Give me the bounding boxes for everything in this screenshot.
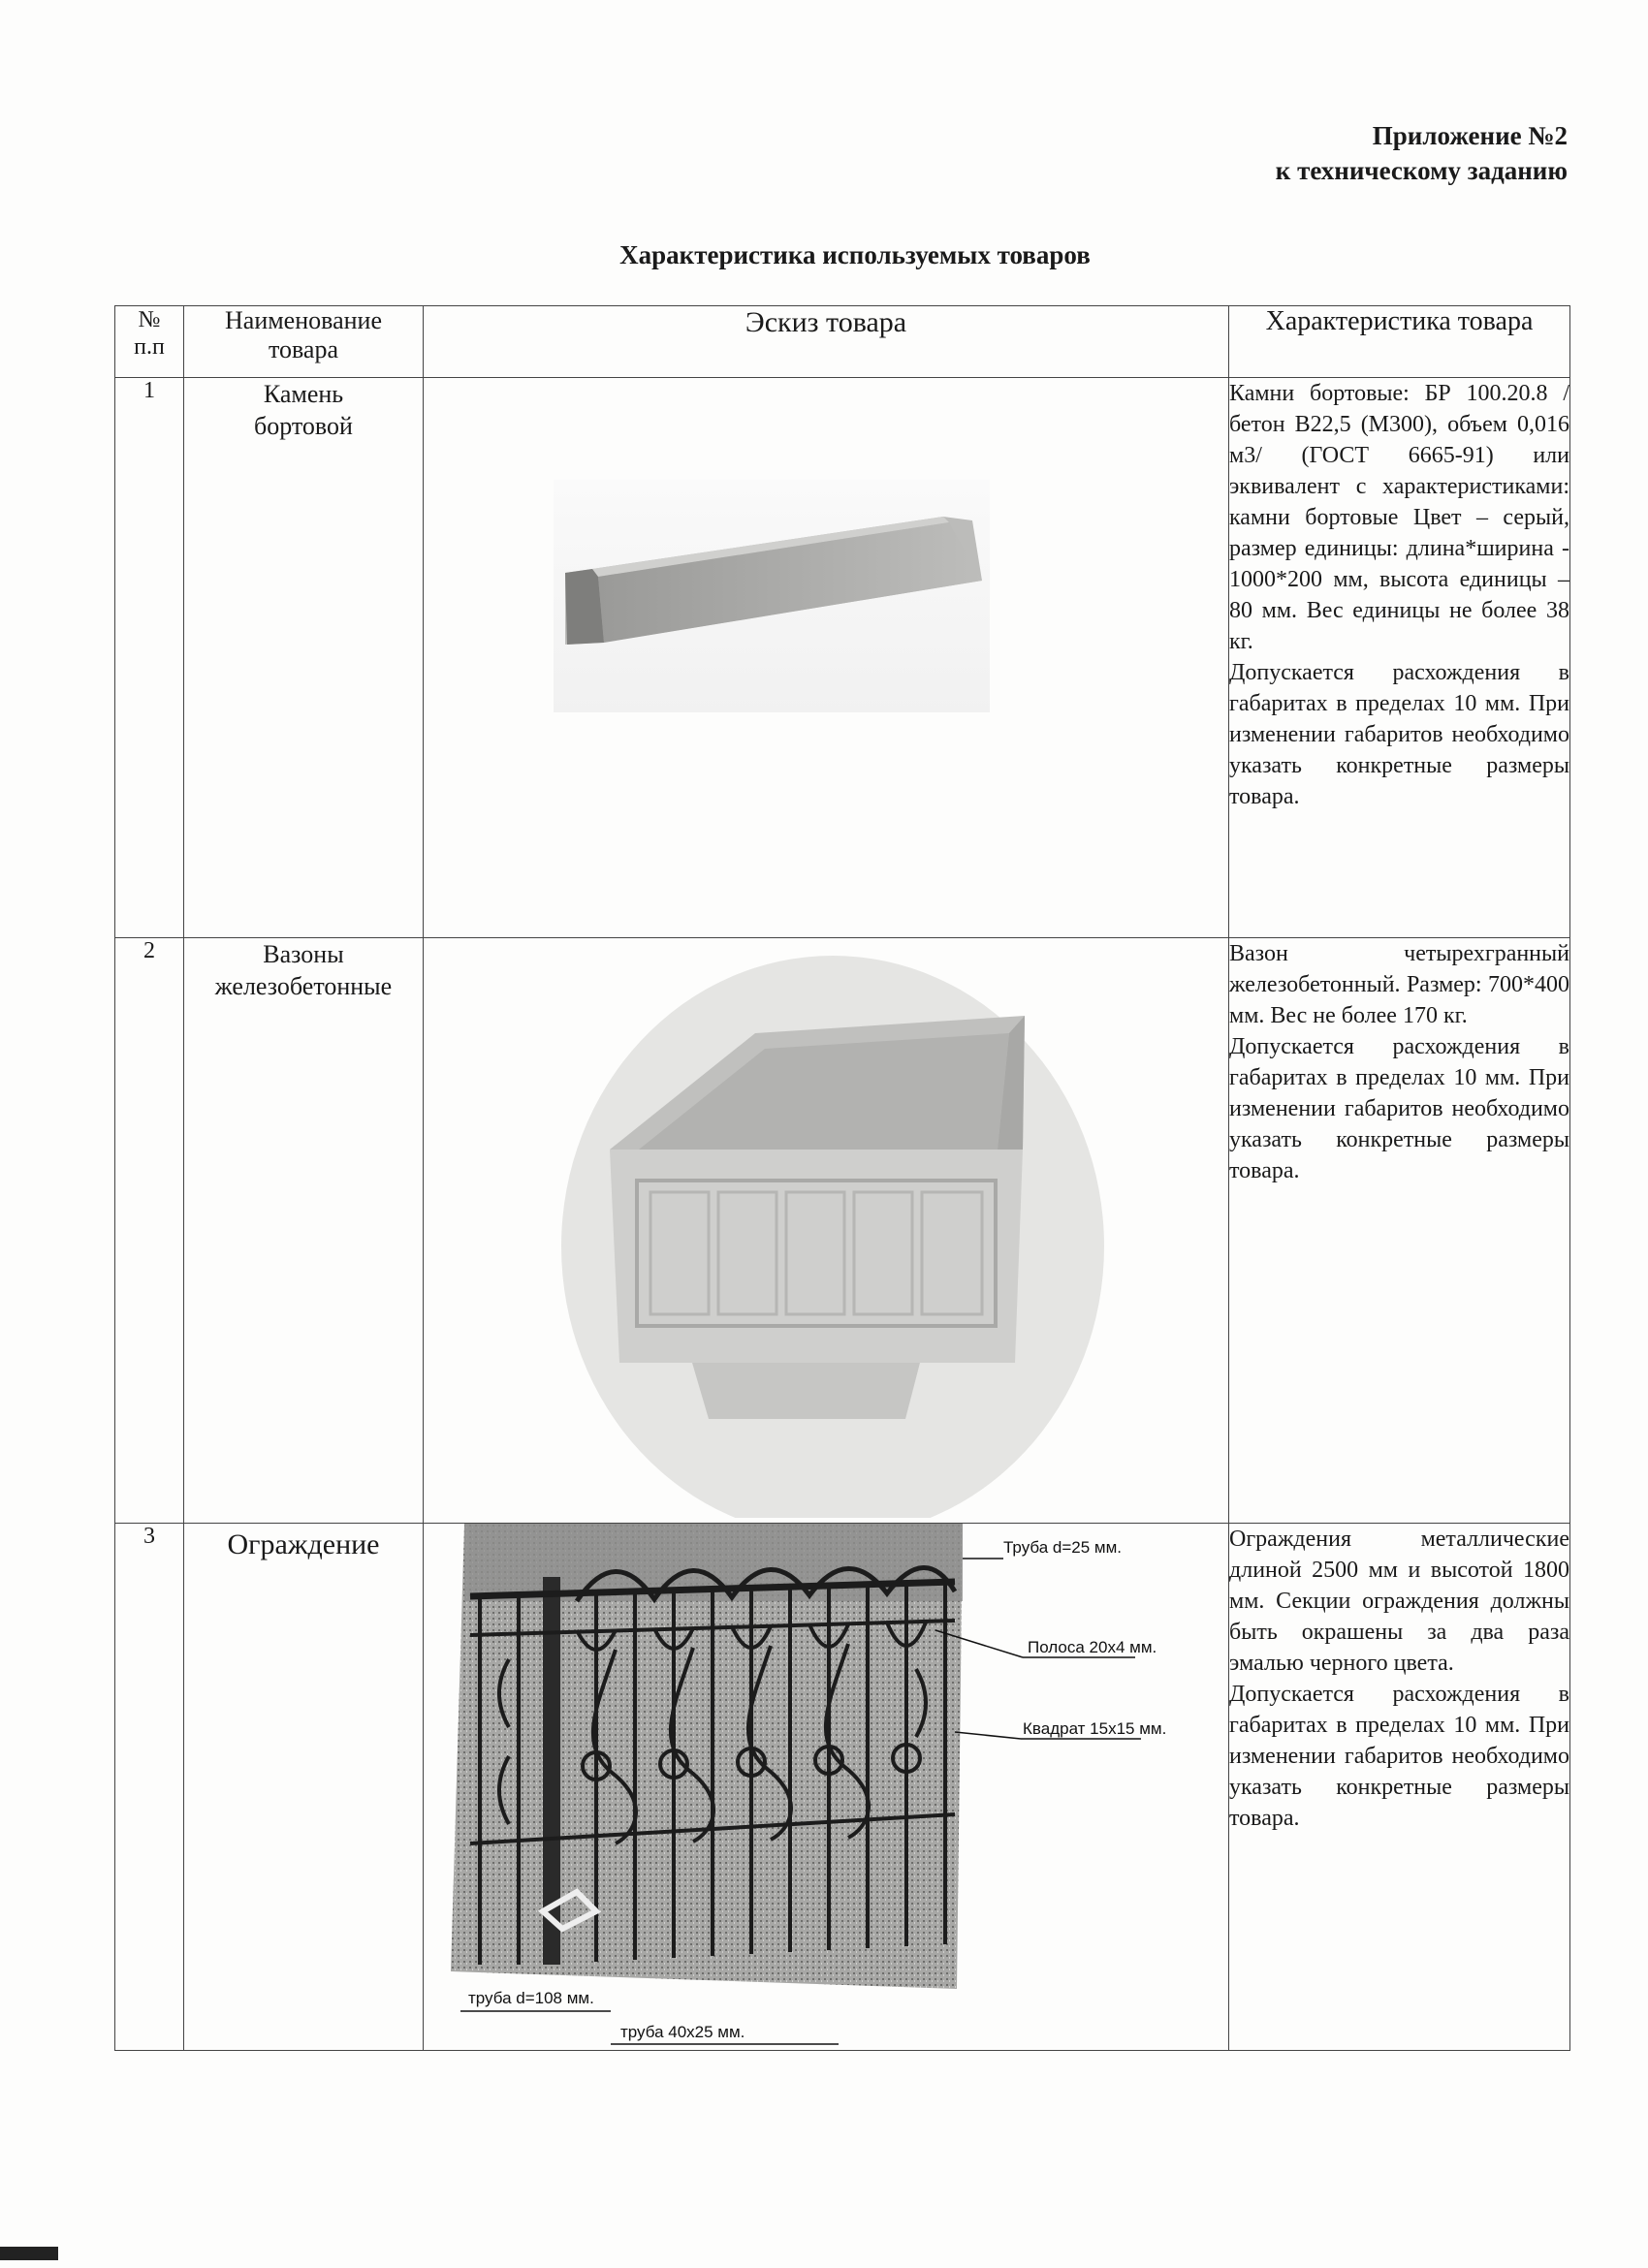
appendix-subtitle: к техническому заданию <box>1275 156 1568 185</box>
document-title: Характеристика используемых товаров <box>619 240 1091 269</box>
spec-description: Ограждения металлические длиной 2500 мм и высотой 1800 мм. Секции ограждения должны быть окрашены за два раза эмалью черного цвета. <box>1229 1527 1569 1676</box>
spec-description: Вазон четырехгранный железобетонный. Размер: 700*400 мм. Вес не более 170 кг. <box>1229 941 1569 1028</box>
table-row <box>115 1524 1570 2051</box>
product-name <box>184 938 424 1524</box>
curb-stone-image <box>554 480 990 712</box>
header-name-line1: Наименование <box>225 306 382 334</box>
product-spec <box>1229 378 1570 938</box>
product-sketch-cell <box>424 378 1229 938</box>
header-name-line2: товара <box>268 335 339 363</box>
product-spec <box>1229 938 1570 1524</box>
callout-strip: Полоса 20х4 мм. <box>1028 1638 1157 1656</box>
row-number: 3 <box>115 1524 184 2051</box>
header-number <box>115 306 184 378</box>
spec-tolerance: Допускается расхождения в габаритах в пределах 10 мм. При изменении габаритов необходимо указать конкретные размеры товара. <box>1229 1034 1569 1183</box>
table-row <box>115 938 1570 1524</box>
appendix-number: Приложение №2 <box>1372 121 1568 150</box>
header-number-symbol: № <box>138 307 161 332</box>
product-name: Ограждение <box>184 1524 424 2051</box>
table-header-row <box>115 306 1570 378</box>
table-row <box>115 378 1570 938</box>
goods-table <box>114 305 1570 2051</box>
product-name-line1: Камень <box>263 380 344 408</box>
product-name <box>184 378 424 938</box>
callout-pipe-rect: труба 40х25 мм. <box>620 2023 745 2041</box>
spec-description: Камни бортовые: БР 100.20.8 / бетон В22,5 (М300), объем 0,016 м3/ (ГОСТ 6665-91) или эквивалент с характеристиками: камни бортовые Цвет – серый, размер единицы: длина*ширина - 1000*200 мм, высота единицы – 80 мм. Вес единицы не более 38 кг. <box>1229 381 1569 654</box>
row-number: 1 <box>115 378 184 938</box>
product-name-line1: Вазоны <box>263 940 344 968</box>
spec-tolerance: Допускается расхождения в габаритах в пределах 10 мм. При изменении габаритов необходимо указать конкретные размеры товара. <box>1229 1682 1569 1831</box>
product-sketch-cell <box>424 1524 1229 2051</box>
product-sketch-cell <box>424 938 1229 1524</box>
header-name <box>184 306 424 378</box>
product-spec <box>1229 1524 1570 2051</box>
appendix-header <box>1276 118 1568 188</box>
row-number: 2 <box>115 938 184 1524</box>
spec-tolerance: Допускается расхождения в габаритах в пределах 10 мм. При изменении габаритов необходимо указать конкретные размеры товара. <box>1229 660 1569 809</box>
callout-pipe-top: Труба d=25 мм. <box>1003 1538 1123 1557</box>
scan-edge-mark <box>0 2247 58 2260</box>
product-name-line2: железобетонные <box>214 972 393 1000</box>
product-name-line2: бортовой <box>254 412 353 440</box>
fence-image <box>451 1524 1226 2047</box>
header-sketch: Эскиз товара <box>424 306 1229 378</box>
header-spec: Характеристика товара <box>1229 306 1570 378</box>
header-number-abbr: п.п <box>134 334 165 360</box>
planter-image <box>513 956 1124 1518</box>
callout-pipe-post: труба d=108 мм. <box>468 1989 594 2007</box>
callout-square: Квадрат 15х15 мм. <box>1023 1719 1167 1738</box>
